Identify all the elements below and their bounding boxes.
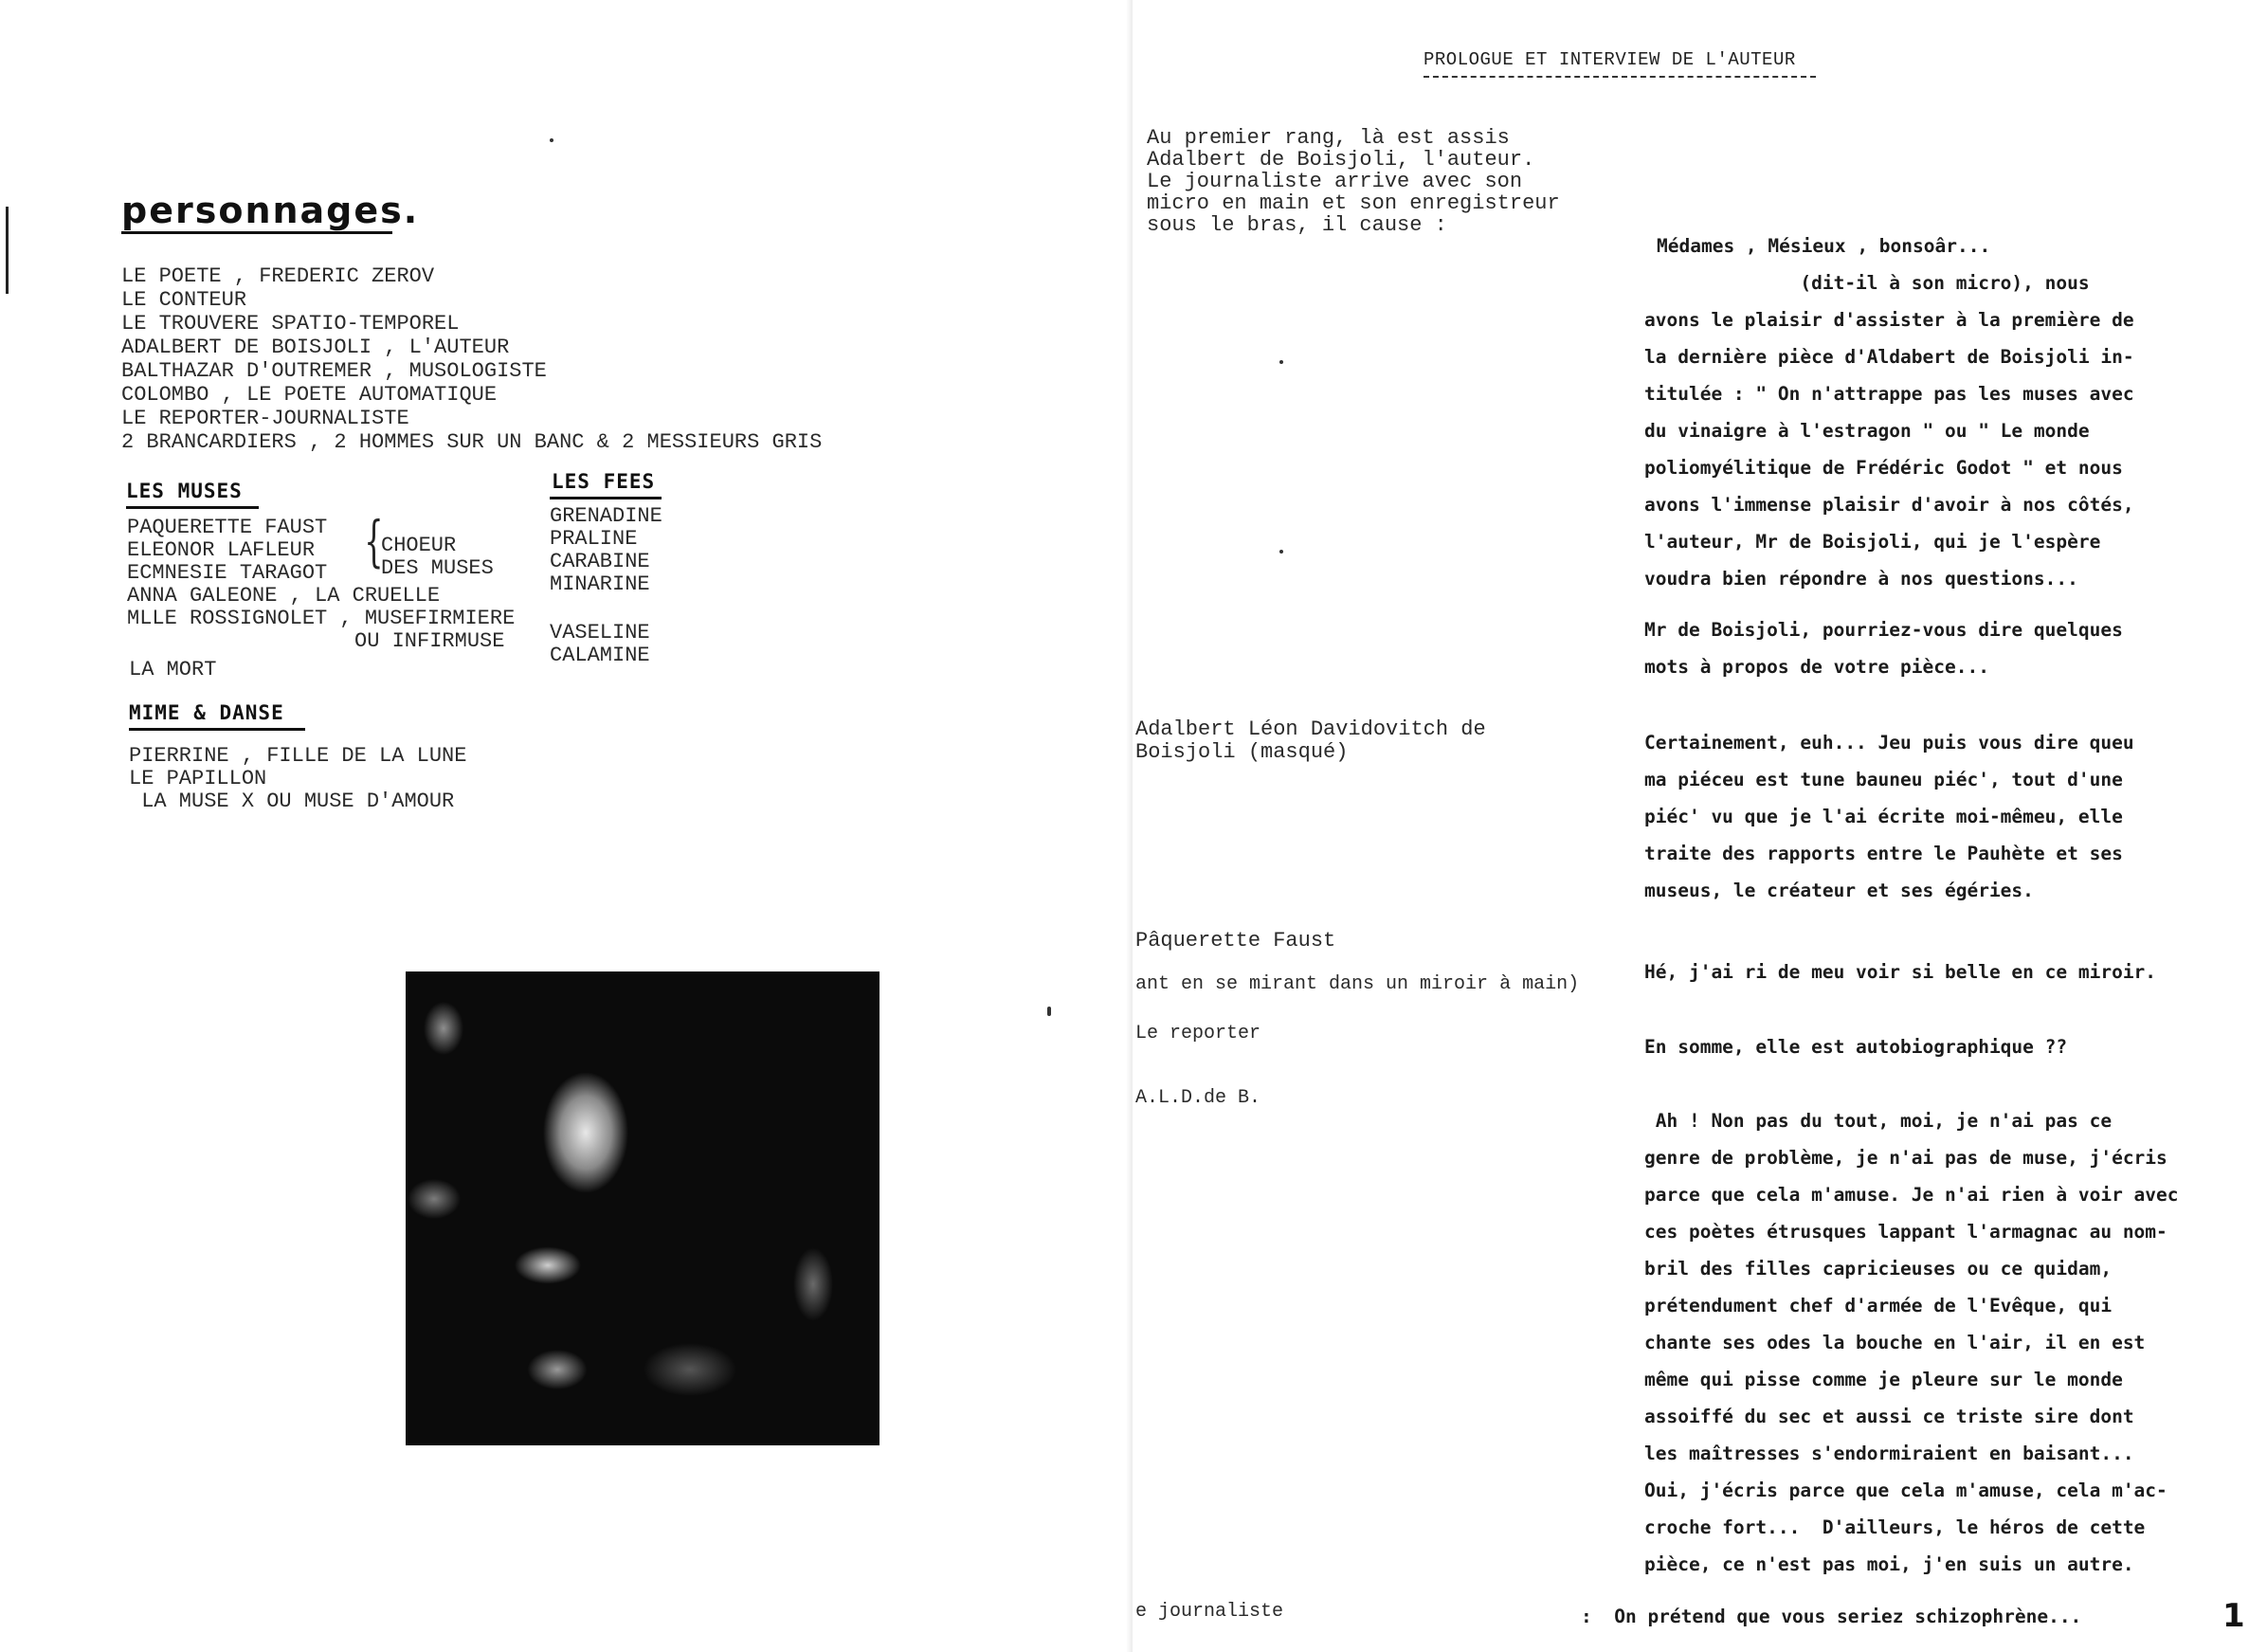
speech-line: En somme, elle est autobiographique ?? — [1644, 1036, 2068, 1058]
stage-direction-line: Adalbert de Boisjoli, l'auteur. — [1147, 148, 1535, 172]
brace-symbol: { — [364, 509, 384, 573]
cast-item: LE POETE , FREDERIC ZEROV — [121, 264, 435, 288]
speaker-name: A.L.D.de B. — [1135, 1087, 1261, 1109]
speech-line: ces poètes étrusques lappant l'armagnac au nom- — [1644, 1221, 2167, 1243]
muses-heading-underline — [126, 506, 259, 509]
fee-item: MINARINE — [550, 572, 650, 596]
speech-line: Oui, j'écris parce que cela m'amuse, cela m'ac- — [1644, 1480, 2167, 1501]
speech-line: : On prétend que vous seriez schizophrène... — [1581, 1606, 2082, 1627]
scan-edge-mark — [6, 207, 9, 294]
speaker-name: Pâquerette Faust — [1135, 929, 1336, 953]
fee-item: CARABINE — [550, 550, 650, 573]
speech-line: avons l'immense plaisir d'avoir à nos côtés, — [1644, 494, 2134, 516]
section-title-dashed-underline — [1424, 76, 1816, 78]
ink-speck — [1279, 550, 1283, 554]
title-underline — [121, 231, 392, 234]
stage-direction-line: sous le bras, il cause : — [1147, 213, 1447, 237]
fee-item: CALAMINE — [550, 644, 650, 667]
choeur-label: CHOEUR — [381, 534, 457, 557]
death-character: LA MORT — [129, 658, 217, 681]
speech-line: poliomyélitique de Frédéric Godot " et nous — [1644, 457, 2123, 479]
cast-item: 2 BRANCARDIERS , 2 HOMMES SUR UN BANC & 2 MESSIEURS GRIS — [121, 430, 823, 454]
speech-line: traite des rapports entre le Pauhète et ses — [1644, 843, 2123, 864]
speech-line: Ah ! Non pas du tout, moi, je n'ai pas ce — [1644, 1110, 2113, 1132]
speech-line: chante ses odes la bouche en l'air, il en est — [1644, 1332, 2146, 1353]
speech-line: mots à propos de votre pièce... — [1644, 656, 1989, 678]
speech-line: museus, le créateur et ses égéries. — [1644, 880, 2034, 901]
muses-heading: LES MUSES — [126, 480, 243, 502]
speech-line: l'auteur, Mr de Boisjoli, qui je l'espère — [1644, 531, 2101, 553]
speaker-name: Le reporter — [1135, 1023, 1261, 1044]
muse-item: PAQUERETTE FAUST — [127, 516, 328, 539]
mime-item: LE PAPILLON — [129, 767, 267, 790]
stage-direction-line: micro en main et son enregistreur — [1147, 191, 1560, 215]
speech-line: genre de problème, je n'ai pas de muse, j'écris — [1644, 1147, 2167, 1169]
speech-line: titulée : " On n'attrappe pas les muses avec — [1644, 383, 2134, 405]
muse-item: OU INFIRMUSE — [354, 629, 505, 653]
mime-heading: MIME & DANSE — [129, 701, 284, 724]
fees-heading-underline — [550, 497, 662, 499]
cast-item: LE TROUVERE SPATIO-TEMPOREL — [121, 312, 460, 336]
cast-item: COLOMBO , LE POETE AUTOMATIQUE — [121, 383, 498, 407]
cast-item: ADALBERT DE BOISJOLI , L'AUTEUR — [121, 336, 510, 359]
speaker-name: Boisjoli (masqué) — [1135, 740, 1349, 764]
ink-speck — [1279, 360, 1283, 364]
speech-line: avons le plaisir d'assister à la première de — [1644, 309, 2134, 331]
speaker-name: Adalbert Léon Davidovitch de — [1135, 717, 1486, 741]
fees-heading: LES FEES — [552, 470, 656, 493]
left-page — [0, 0, 1133, 1652]
speech-line: voudra bien répondre à nos questions... — [1644, 568, 2078, 590]
speech-line: prétendument chef d'armée de l'Evêque, qui — [1644, 1295, 2113, 1316]
speech-line: pièce, ce n'est pas moi, j'en suis un autre. — [1644, 1553, 2134, 1575]
cast-item: BALTHAZAR D'OUTREMER , MUSOLOGISTE — [121, 359, 547, 383]
speech-line: les maîtresses s'endormiraient en baisant... — [1644, 1443, 2134, 1464]
fee-item: PRALINE — [550, 527, 638, 551]
speech-line: Mr de Boisjoli, pourriez-vous dire quelques — [1644, 619, 2123, 641]
speaker-direction: ant en se mirant dans un miroir à main) — [1135, 973, 1580, 995]
mime-item: PIERRINE , FILLE DE LA LUNE — [129, 744, 467, 768]
fee-item: GRENADINE — [550, 504, 662, 528]
speech-line: même qui pisse comme je pleure sur le monde — [1644, 1369, 2123, 1390]
muse-item: ELEONOR LAFLEUR — [127, 538, 316, 562]
speech-line: ma piéceu est tune bauneu piéc', tout d'une — [1644, 769, 2123, 790]
speaker-name: e journaliste — [1135, 1601, 1284, 1623]
speech-line: piéc' vu que je l'ai écrite moi-mêmeu, elle — [1644, 806, 2123, 827]
speech-line: assoiffé du sec et aussi ce triste sire dont — [1644, 1406, 2134, 1427]
speech-line: du vinaigre à l'estragon " ou " Le monde — [1644, 420, 2090, 442]
speech-line: Médames , Mésieux , bonsoâr... — [1657, 235, 1991, 257]
speech-line: croche fort... D'ailleurs, le héros de cette — [1644, 1516, 2146, 1538]
section-title: PROLOGUE ET INTERVIEW DE L'AUTEUR — [1424, 49, 1796, 70]
speech-line: bril des filles capricieuses ou ce quidam, — [1644, 1258, 2113, 1280]
muse-item: ANNA GALEONE , LA CRUELLE — [127, 584, 441, 608]
page-title: personnages. — [121, 190, 420, 231]
muse-item: ECMNESIE TARAGOT — [127, 561, 328, 585]
choeur-label: DES MUSES — [381, 556, 494, 580]
cast-item: LE REPORTER-JOURNALISTE — [121, 407, 409, 430]
page-number: 1 — [2222, 1597, 2245, 1635]
speech-line: la dernière pièce d'Aldabert de Boisjoli in- — [1644, 346, 2134, 368]
muse-item: MLLE ROSSIGNOLET , MUSEFIRMIERE — [127, 607, 516, 630]
ink-speck — [550, 138, 553, 142]
ink-speck — [1047, 1007, 1051, 1016]
mime-item: LA MUSE X OU MUSE D'AMOUR — [129, 790, 455, 813]
photograph — [406, 971, 880, 1445]
mime-heading-underline — [129, 728, 305, 731]
cast-item: LE CONTEUR — [121, 288, 247, 312]
speech-line: Hé, j'ai ri de meu voir si belle en ce miroir. — [1644, 961, 2157, 983]
speech-line: Certainement, euh... Jeu puis vous dire queu — [1644, 732, 2134, 753]
fee-item: VASELINE — [550, 621, 650, 644]
stage-direction-line: Au premier rang, là est assis — [1147, 126, 1510, 150]
speech-line: (dit-il à son micro), nous — [1644, 272, 2090, 294]
speech-line: parce que cela m'amuse. Je n'ai rien à voir avec — [1644, 1184, 2179, 1206]
stage-direction-line: Le journaliste arrive avec son — [1147, 170, 1523, 193]
